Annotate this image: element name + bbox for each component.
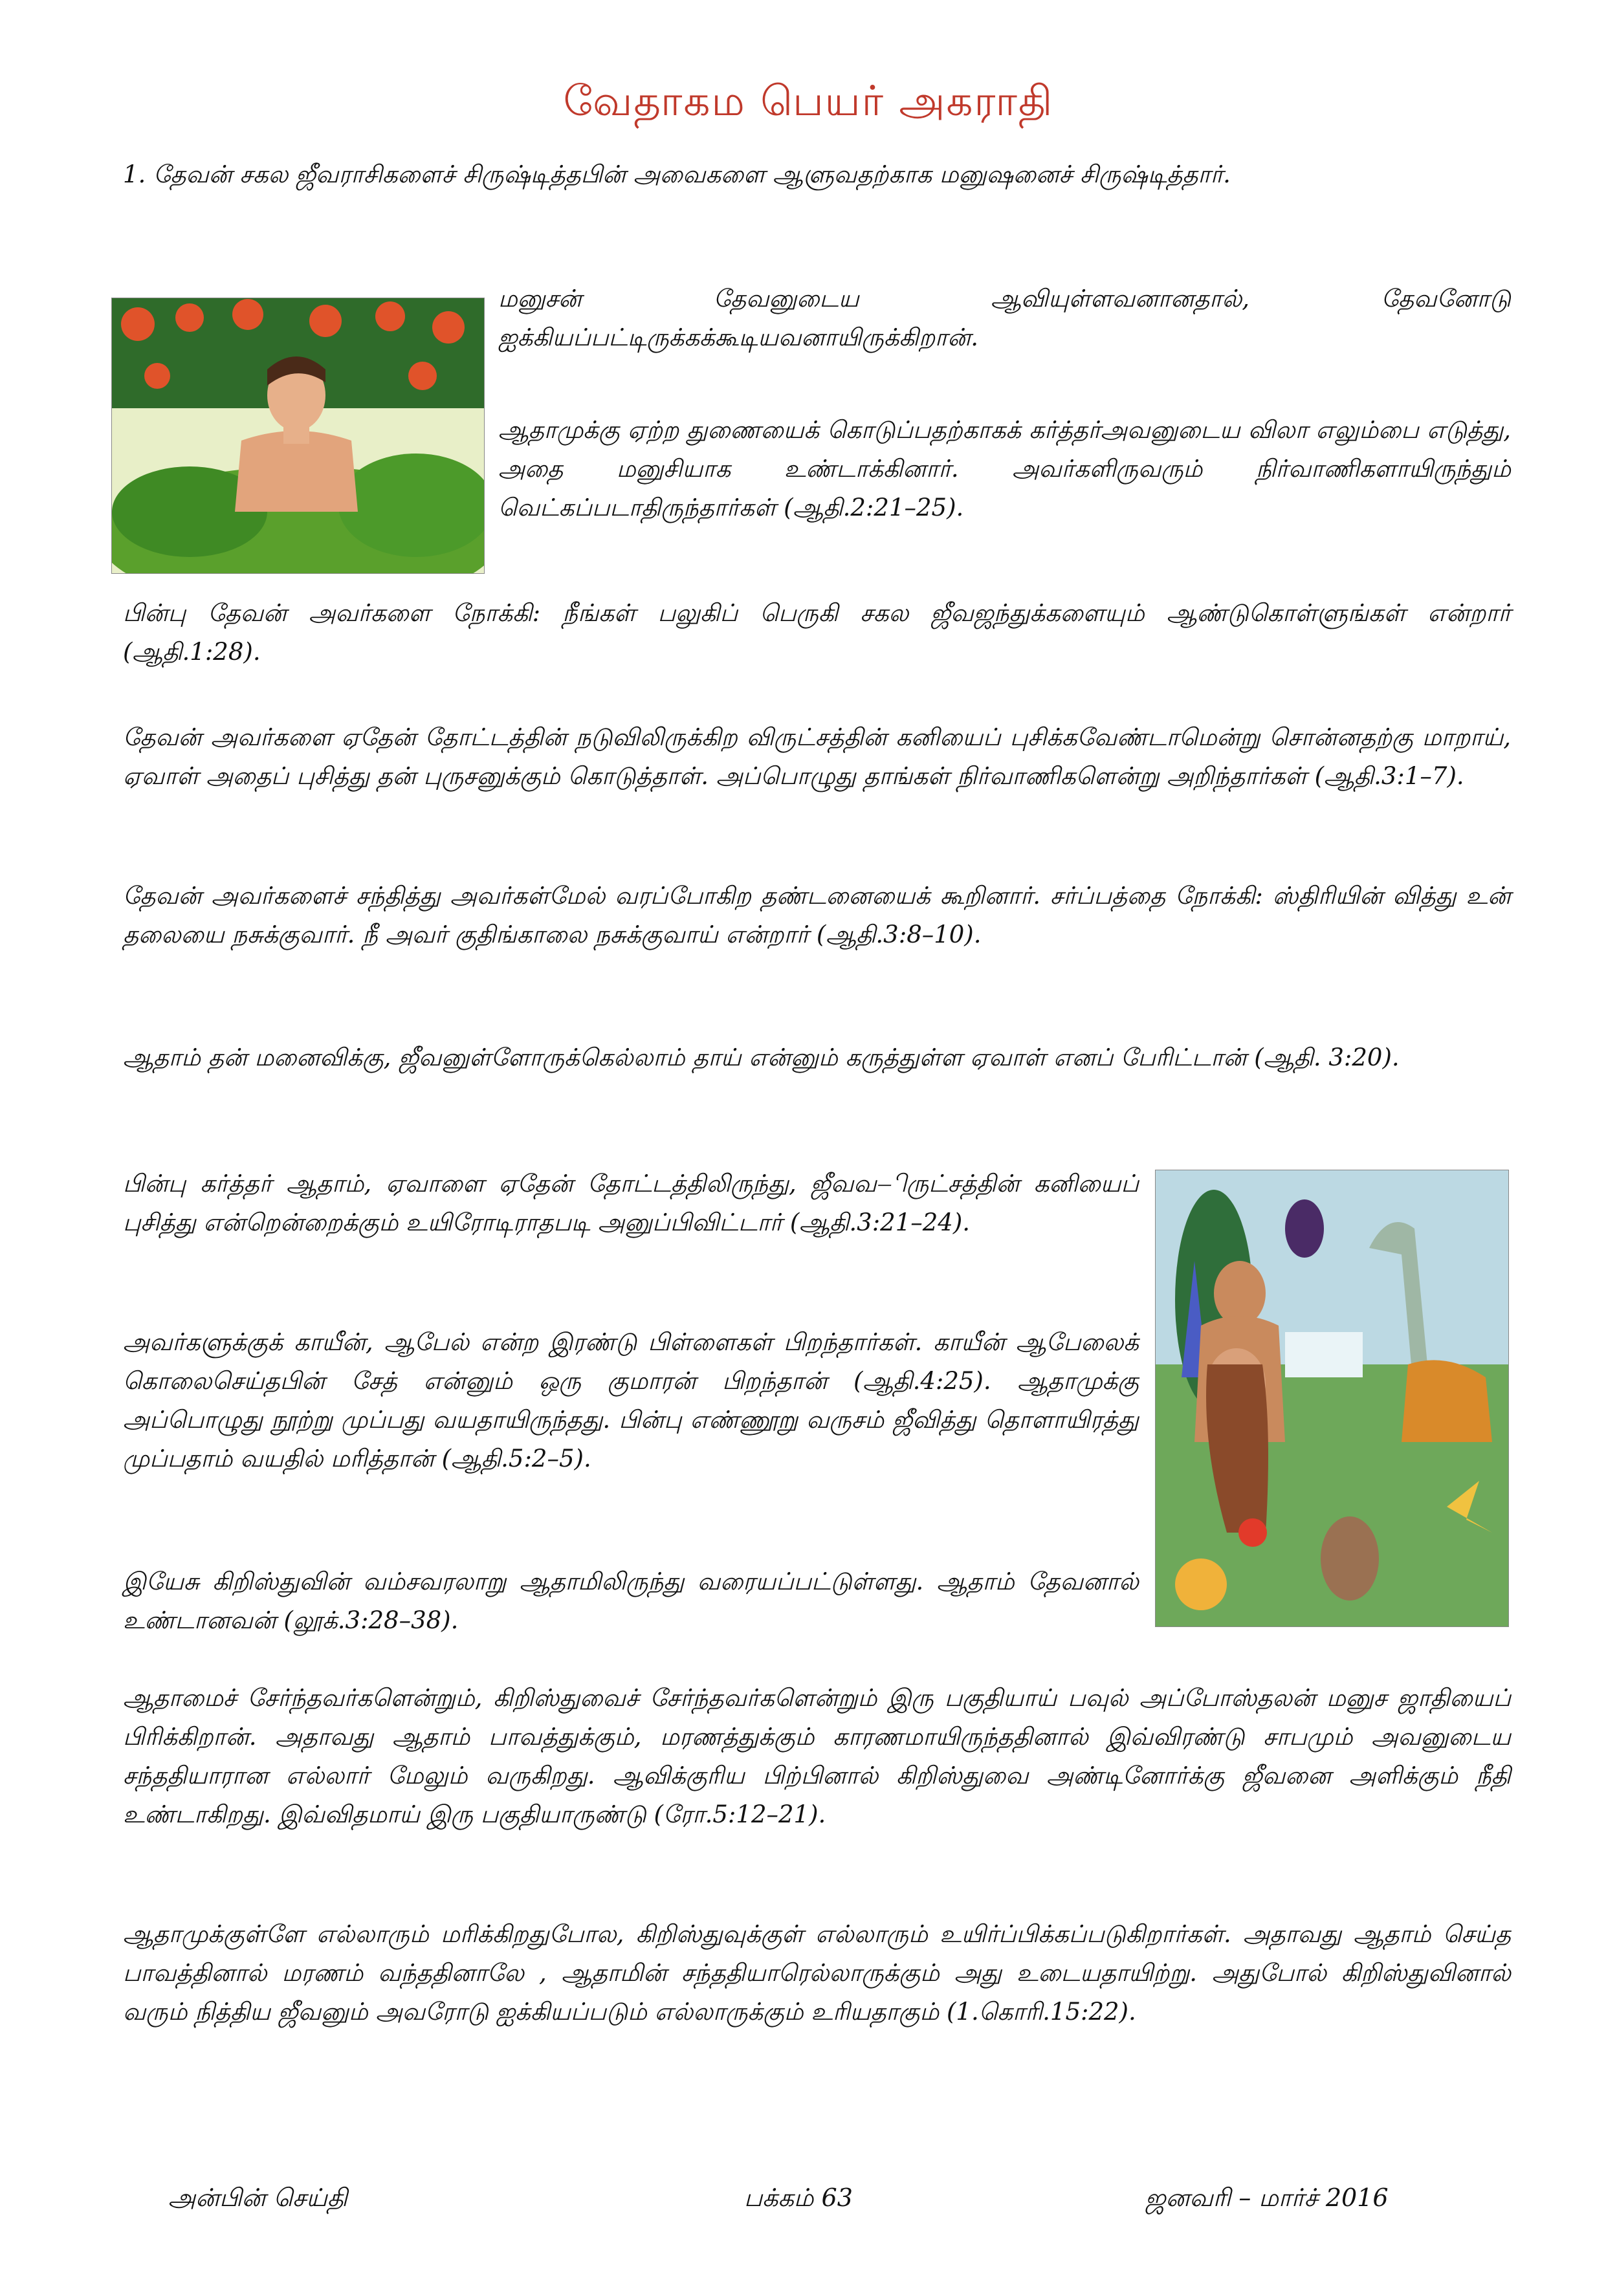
paragraph-12: ஆதாமுக்குள்ளே எல்லாரும் மரிக்கிறதுபோல, கிறிஸ்துவுக்குள் எல்லாரும் உயிர்ப்பிக்கப்படுகிறார்கள். அதாவது ஆதாம் செய்த பாவத்தினால் மரணம் வந்ததினாலே , ஆதாமின் சந்ததியாரெல்லாருக்கும் அது உடையதாயிற்று. அதுபோல் கிறிஸ்துவினால் வரும் நித்திய ஜீவனும் அவரோடு ஐக்கியப்படும் எல்லாருக்கும் உரியதாகும் (1.கொரி.15:22).: [123, 1920, 1511, 2026]
paragraph-9: அவர்களுக்குக் காயீன், ஆபேல் என்ற இரண்டு பிள்ளைகள் பிறந்தார்கள். காயீன் ஆபேலைக் கொலைசெய்தபின் சேத் என்னும் ஒரு குமாரன் பிறந்தான் (ஆதி.4:25). ஆதாமுக்கு அப்பொழுது நூற்று முப்பது வயதாயிருந்தது. பின்பு எண்ணூறு வருசம் ஜீவித்து தொளாயிரத்து முப்பதாம் வயதில் மரித்தான் (ஆதி.5:2–5).: [123, 1328, 1139, 1472]
paragraph-11: ஆதாமைச் சேர்ந்தவர்களென்றும், கிறிஸ்துவைச் சேர்ந்தவர்களென்றும் இரு பகுதியாய் பவுல் அப்போஸ்தலன் மனுச ஜாதியைப் பிரிக்கிறான். அதாவது ஆதாம் பாவத்துக்கும், மரணத்துக்கும் காரணமாயிருந்ததினால் இவ்விரண்டு சாபமும் அவனுடைய சந்ததியாரான எல்லார் மேலும் வருகிறது. ஆவிக்குரிய பிற்பினால் கிறிஸ்துவை அண்டினோர்க்கு ஜீவனை அளிக்கும் நீதி உண்டாகிறது. இவ்விதமாய் இரு பகுதியாருண்டு (ரோ.5:12–21).: [123, 1684, 1511, 1828]
paragraph-1: 1. தேவன் சகல ஜீவராசிகளைச் சிருஷ்டித்தபின் அவைகளை ஆளுவதற்காக மனுஷனைச் சிருஷ்டித்தார்.: [123, 160, 1231, 188]
adam-eve-illustration: [1155, 1170, 1509, 1627]
paragraph-3: ஆதாமுக்கு ஏற்ற துணையைக் கொடுப்பதற்காகக் கர்த்தர்அவனுடைய விலா எலும்பை எடுத்து, அதை மனுசியாக உண்டாக்கினார். அவர்களிருவரும் நிர்வாணிகளாயிருந்தும் வெட்கப்படாதிருந்தார்கள் (ஆதி.2:21–25).: [498, 416, 1511, 521]
page-title: வேதாகம பெயர் அகராதி: [563, 78, 1054, 126]
paragraph-5: தேவன் அவர்களை ஏதேன் தோட்டத்தின் நடுவிலிருக்கிற விருட்சத்தின் கனியைப் புசிக்கவேண்டாமென்று சொன்னதற்கு மாறாய், ஏவாள் அதைப் புசித்து தன் புருசனுக்கும் கொடுத்தாள். அப்பொழுது தாங்கள் நிர்வாணிகளென்று அறிந்தார்கள் (ஆதி.3:1–7).: [123, 723, 1511, 790]
paragraph-10: இயேசு கிறிஸ்துவின் வம்சவரலாறு ஆதாமிலிருந்து வரையப்பட்டுள்ளது. ஆதாம் தேவனால் உண்டானவன் (லூக்.3:28–38).: [123, 1568, 1139, 1634]
footer-page-number: பக்கம் 63: [744, 2183, 853, 2212]
paragraph-2: மனுசன் தேவனுடைய ஆவியுள்ளவனானதால், தேவனோடு ஐக்கியப்பட்டிருக்கக்கூடியவனாயிருக்கிறான்.: [498, 285, 1511, 351]
paragraph-6: தேவன் அவர்களைச் சந்தித்து அவர்கள்மேல் வரப்போகிற தண்டனையைக் கூறினார். சர்ப்பத்தை நோக்கி: ஸ்திரியின் வித்து உன் தலையை நசுக்குவார். நீ அவர் குதிங்காலை நசுக்குவாய் என்றார் (ஆதி.3:8–10).: [123, 882, 1511, 948]
adam-illustration: [111, 298, 485, 574]
footer-publication: அன்பின் செய்தி: [168, 2183, 348, 2212]
paragraph-8: பின்பு கர்த்தர் ஆதாம், ஏவாளை ஏதேன் தோட்டத்திலிருந்து, ஜீவவ–ிருட்சத்தின் கனியைப் புசித்து என்றென்றைக்கும் உயிரோடிராதபடி அனுப்பிவிட்டார் (ஆதி.3:21–24).: [123, 1170, 1139, 1236]
paragraph-4: பின்பு தேவன் அவர்களை நோக்கி: நீங்கள் பலுகிப் பெருகி சகல ஜீவஜந்துக்களையும் ஆண்டுகொள்ளுங்கள் என்றார் (ஆதி.1:28).: [123, 599, 1511, 666]
footer-date: ஜனவரி – மார்ச் 2016: [1145, 2183, 1389, 2212]
paragraph-7: ஆதாம் தன் மனைவிக்கு, ஜீவனுள்ளோருக்கெல்லாம் தாய் என்னும் கருத்துள்ள ஏவாள் எனப் பேரிட்டான் (ஆதி. 3:20).: [123, 1044, 1400, 1071]
